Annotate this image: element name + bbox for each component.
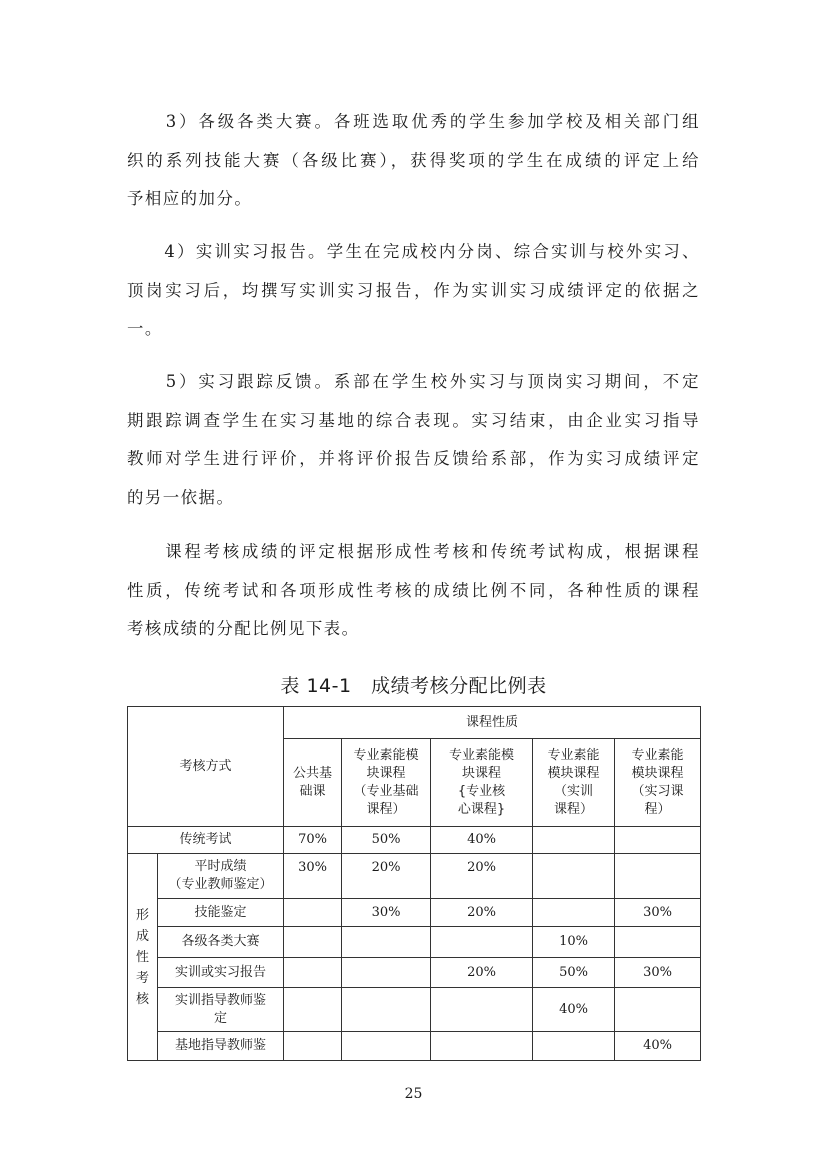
table-cell (533, 899, 615, 927)
header-professional-basic-course: 专业素能模 块课程 （专业基础 课程） (342, 739, 431, 827)
table-cell (284, 958, 342, 988)
text-line: 课程考核成绩的评定根据形成性考核和传统考试构成，根据课程 (127, 542, 700, 561)
table-cell (284, 988, 342, 1032)
table-row (128, 988, 701, 1032)
table-cell (284, 899, 342, 927)
header-public-basic-course: 公共基 础课 (284, 739, 342, 827)
paragraph-internship-feedback (127, 363, 700, 517)
header-assessment-method: 考核方式 (128, 707, 284, 827)
text-line: 的另一依据。 (127, 487, 235, 507)
text-line: 考核成绩的分配比例见下表。 (127, 619, 360, 639)
table-row (128, 899, 701, 927)
table-cell (342, 958, 431, 988)
table-cell (342, 927, 431, 958)
table-cell: 40% (615, 1032, 701, 1061)
table-cell: 10% (533, 927, 615, 958)
table-cell (533, 1032, 615, 1061)
table-cell: 20% (431, 854, 533, 899)
table-caption: 表 14-1 成绩考核分配比例表 (280, 675, 547, 697)
row-label-training-instructor-appraisal: 实训指导教师鉴 定 (158, 988, 284, 1032)
grade-allocation-table (127, 706, 701, 1061)
table-cell (284, 927, 342, 958)
table-row (128, 854, 701, 899)
row-label-competitions: 各级各类大赛 (158, 927, 284, 958)
table-cell: 50% (342, 827, 431, 854)
paragraph-training-report (127, 233, 700, 349)
table-cell: 40% (431, 827, 533, 854)
table-cell (615, 854, 701, 899)
page-number: 25 (404, 1086, 423, 1102)
table-cell: 30% (615, 958, 701, 988)
text-line: 性质，传统考试和各项形成性考核的成绩比例不同，各种性质的课程 (127, 580, 700, 600)
table-row (128, 1032, 701, 1061)
row-label-training-report: 实训或实习报告 (158, 958, 284, 988)
table-cell: 50% (533, 958, 615, 988)
row-label-traditional-exam: 传统考试 (128, 827, 284, 854)
row-label-formative-assessment: 形 成 性 考 核 (128, 854, 158, 1061)
table-cell (615, 988, 701, 1032)
table-cell: 30% (284, 854, 342, 899)
header-internship-course: 专业素能 模块课程 （实习课 程） (615, 739, 701, 827)
text-line: 4）实训实习报告。学生在完成校内分岗、综合实训与校外实习、 (127, 242, 700, 261)
table-cell (431, 1032, 533, 1061)
table-cell: 20% (342, 854, 431, 899)
paragraph-competitions (127, 103, 700, 219)
header-professional-core-course: 专业素能模 块课程 {专业核 心课程} (431, 739, 533, 827)
table-cell: 20% (431, 899, 533, 927)
text-line: 5）实习跟踪反馈。系部在学生校外实习与顶岗实习期间，不定 (127, 372, 700, 391)
row-label-skill-appraisal: 技能鉴定 (158, 899, 284, 927)
text-line: 一。 (127, 319, 163, 339)
text-line: 织的系列技能大赛（各级比赛），获得奖项的学生在成绩的评定上给 (127, 150, 700, 170)
table-cell (431, 927, 533, 958)
header-training-course: 专业素能 模块课程 （实训 课程） (533, 739, 615, 827)
table-row (128, 958, 701, 988)
table-cell: 30% (615, 899, 701, 927)
text-line: 教师对学生进行评价，并将评价报告反馈给系部，作为实习成绩评定 (127, 449, 700, 469)
header-course-nature: 课程性质 (284, 707, 701, 739)
table-cell (284, 1032, 342, 1061)
table-cell: 70% (284, 827, 342, 854)
text-line: 3）各级各类大赛。各班选取优秀的学生参加学校及相关部门组 (127, 112, 700, 131)
table-cell (615, 927, 701, 958)
table-cell (342, 1032, 431, 1061)
text-line: 予相应的加分。 (127, 189, 253, 209)
table-cell (533, 827, 615, 854)
table-cell (533, 854, 615, 899)
table-row (128, 827, 701, 854)
row-label-base-instructor-appraisal: 基地指导教师鉴 (158, 1032, 284, 1061)
paragraph-grade-composition (127, 533, 700, 649)
table-cell: 20% (431, 958, 533, 988)
table-cell (615, 827, 701, 854)
text-line: 顶岗实习后，均撰写实训实习报告，作为实训实习成绩评定的依据之 (127, 280, 700, 300)
row-label-regular-grade: 平时成绩 （专业教师鉴定） (158, 854, 284, 899)
table-cell (342, 988, 431, 1032)
table-cell: 30% (342, 899, 431, 927)
table-cell (431, 988, 533, 1032)
table-row (128, 927, 701, 958)
text-line: 期跟踪调查学生在实习基地的综合表现。实习结束，由企业实习指导 (127, 410, 700, 430)
table-cell: 40% (533, 988, 615, 1032)
